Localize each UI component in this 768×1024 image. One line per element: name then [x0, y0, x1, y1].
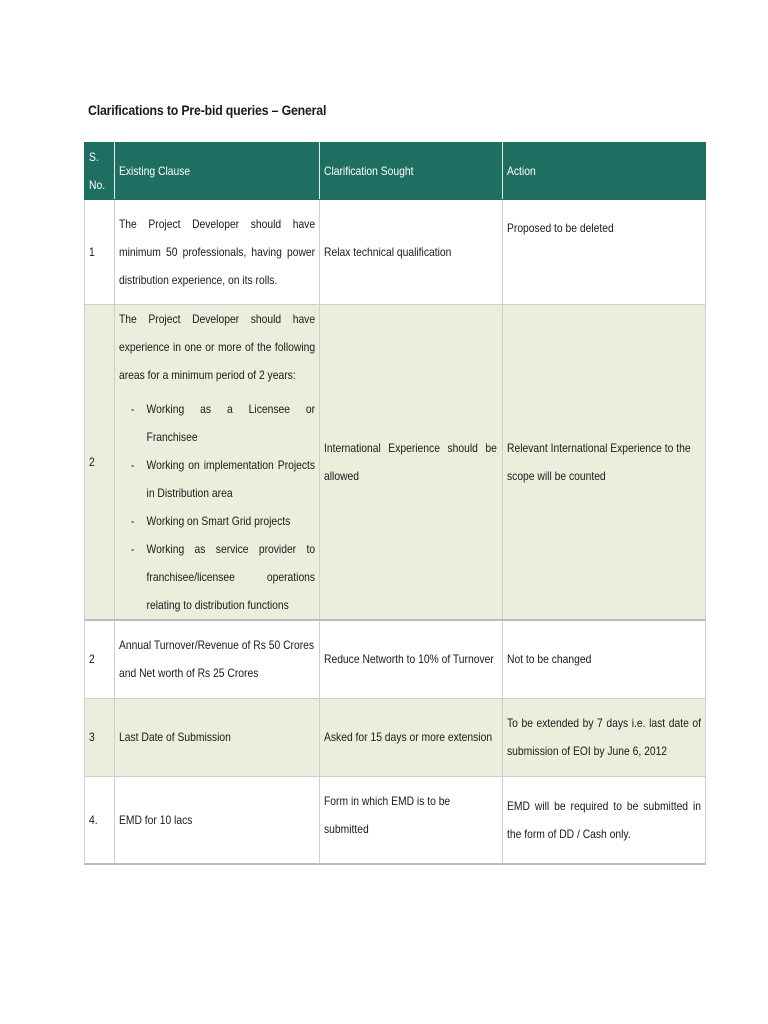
cell-existing-clause: Annual Turnover/Revenue of Rs 50 Crores and Net worth of Rs 25 Crores [114, 620, 320, 698]
cell-sno: 2 [85, 620, 115, 698]
cell-clarification-sought: International Experience should be allowed [320, 305, 502, 621]
list-item: - Working on implementation Projects in Distribution area [119, 451, 315, 507]
table-row [85, 305, 706, 621]
cell-sno: 3 [85, 698, 115, 776]
table-header-row [85, 143, 706, 200]
cell-existing-clause: The Project Developer should have minimum 50 professionals, having power distribution experience, on its rolls. [114, 200, 320, 305]
cell-existing-clause: EMD for 10 lacs [114, 776, 320, 864]
cell-sno: 2 [85, 305, 115, 621]
list-item: - Working as a Licensee or Franchisee [119, 395, 315, 451]
table-row [85, 620, 706, 698]
cell-action: Relevant International Experience to the scope will be counted [502, 305, 705, 621]
cell-clarification-sought: Form in which EMD is to be submitted [320, 776, 502, 864]
page-title: Clarifications to Pre-bid queries – General [88, 102, 327, 118]
table-row [85, 698, 706, 776]
list-item: - Working as service provider to franchisee/licensee operations relating to distribution functions [119, 535, 315, 619]
cell-clarification-sought: Relax technical qualification [320, 200, 502, 305]
clause-list [119, 395, 315, 619]
list-item: - Working on Smart Grid projects [119, 507, 315, 535]
table-row [85, 776, 706, 864]
cell-existing-clause: Last Date of Submission [114, 698, 320, 776]
cell-clarification-sought: Asked for 15 days or more extension [320, 698, 502, 776]
clause-intro: The Project Developer should have experience in one or more of the following areas for a minimum period of 2 years: [118, 312, 315, 382]
cell-action: EMD will be required to be submitted in the form of DD / Cash only. [502, 776, 705, 864]
clarifications-table [84, 142, 706, 865]
cell-existing-clause [114, 305, 320, 621]
header-sno: S. No. [85, 143, 115, 200]
cell-sno: 1 [85, 200, 115, 305]
header-clarification-sought: Clarification Sought [320, 143, 502, 200]
cell-action: Proposed to be deleted [502, 200, 705, 305]
header-existing-clause: Existing Clause [114, 143, 320, 200]
cell-sno: 4. [85, 776, 115, 864]
table-row [85, 200, 706, 305]
cell-action: Not to be changed [502, 620, 705, 698]
header-action: Action [502, 143, 705, 200]
cell-action: To be extended by 7 days i.e. last date of submission of EOI by June 6, 2012 [502, 698, 705, 776]
cell-clarification-sought: Reduce Networth to 10% of Turnover [320, 620, 502, 698]
